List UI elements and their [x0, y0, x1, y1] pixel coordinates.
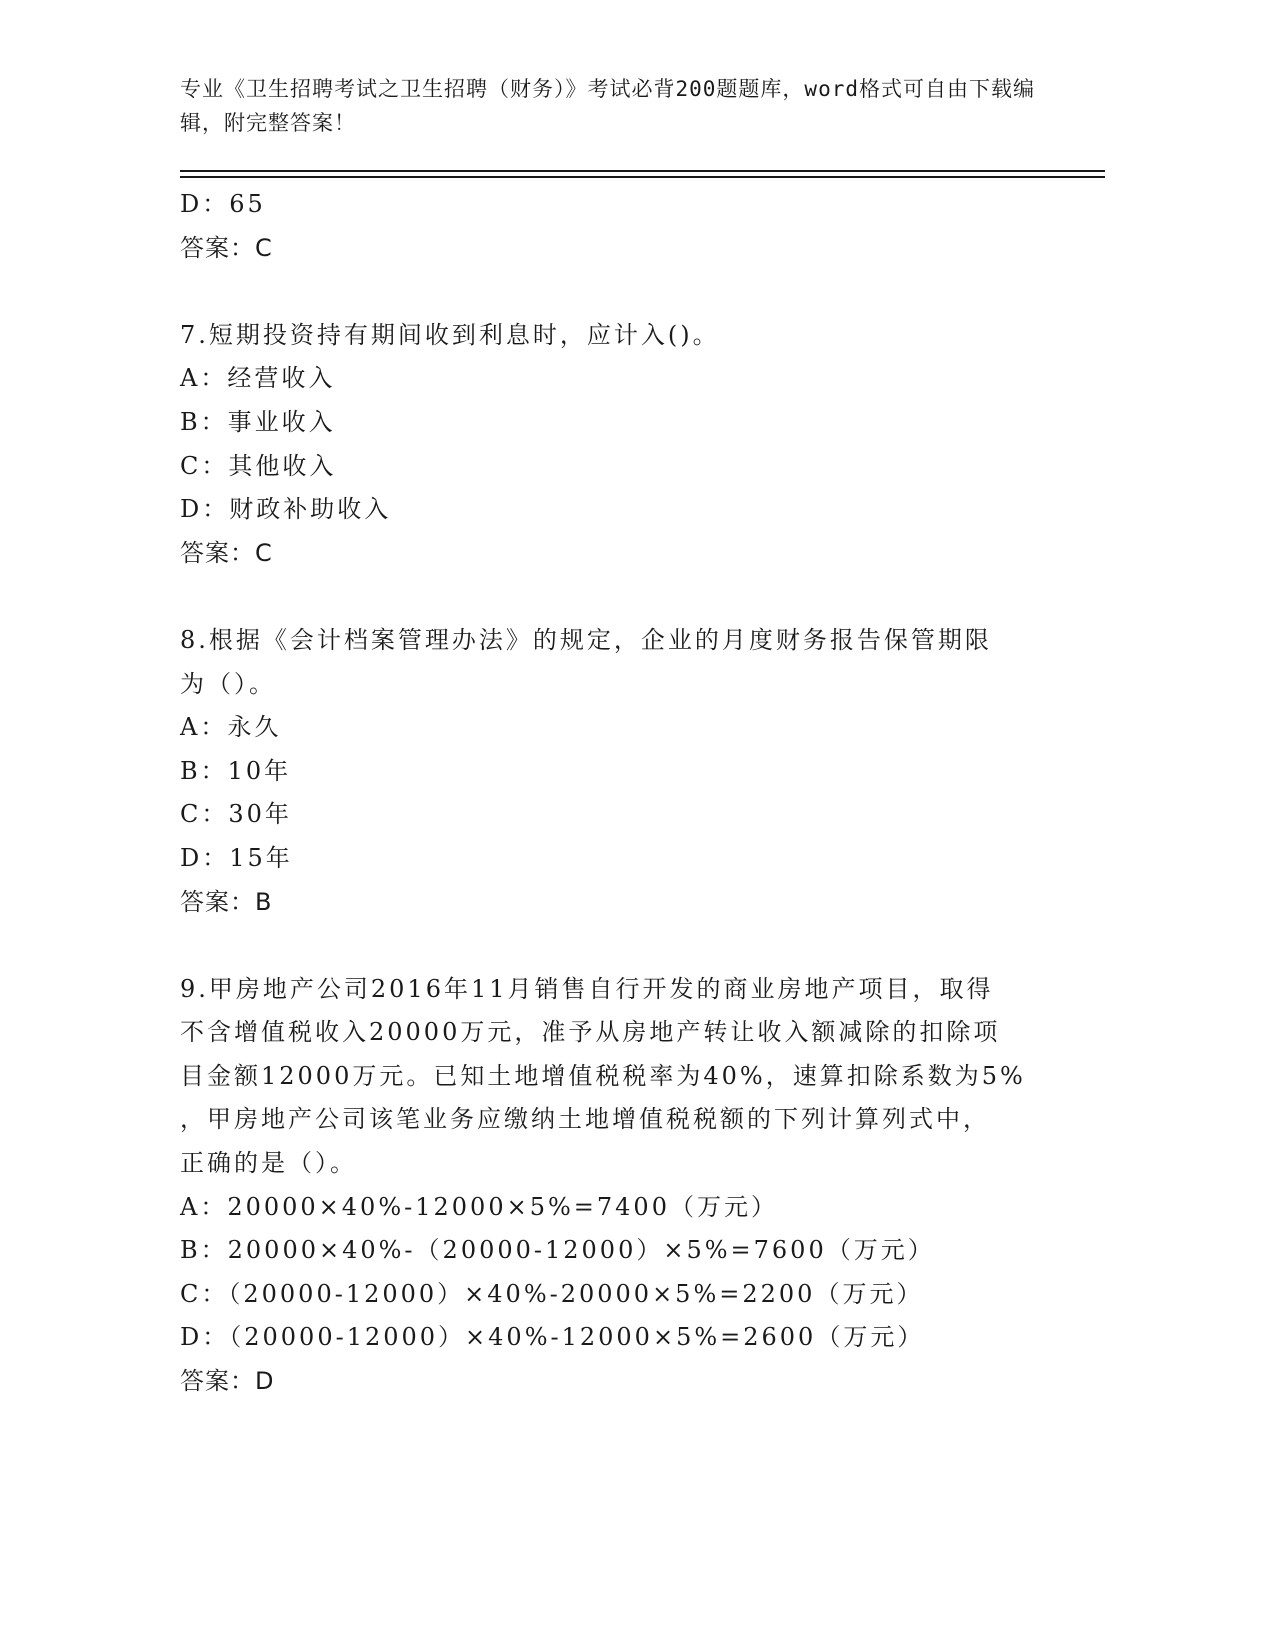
q9-question-line-1: 9.甲房地产公司2016年11月销售自行开发的商业房地产项目，取得 [180, 974, 994, 1003]
prev-answer: 答案：C [180, 233, 273, 262]
q8-answer: 答案：B [180, 887, 273, 916]
q9-question-line-3: 目金额12000万元。已知土地增值税税率为40%，速算扣除系数为5% [180, 1061, 1026, 1090]
q9-option-b: B：20000×40%-（20000-12000）×5%=7600（万元） [180, 1236, 935, 1265]
q9-option-a: A：20000×40%-12000×5%=7400（万元） [180, 1192, 778, 1221]
q7-option-b: B：事业收入 [180, 407, 336, 436]
q7-answer: 答案：C [180, 538, 273, 567]
q8-option-c: C：30年 [180, 800, 292, 829]
q9-option-c: C：（20000-12000）×40%-20000×5%=2200（万元） [180, 1279, 924, 1308]
spacer [180, 575, 1020, 619]
q9-answer: 答案：D [180, 1367, 275, 1396]
spacer [180, 270, 1020, 314]
q8-option-a: A：永久 [180, 713, 282, 742]
q8-option-d: D：15年 [180, 843, 293, 872]
q8-question-line-1: 8.根据《会计档案管理办法》的规定，企业的月度财务报告保管期限 [180, 625, 992, 654]
q9-question-line-5: 正确的是（）。 [180, 1149, 357, 1178]
document-body [180, 183, 1026, 1404]
q7-question: 7.短期投资持有期间收到利息时，应计入()。 [180, 320, 720, 349]
q9-question-line-2: 不含增值税收入20000万元，准予从房地产转让收入额减除的扣除项 [180, 1018, 1001, 1047]
q7-option-a: A：经营收入 [180, 364, 336, 393]
q8-question-line-2: 为（）。 [180, 669, 276, 698]
prev-option-d: D：65 [180, 190, 266, 218]
q9-option-d: D：（20000-12000）×40%-12000×5%=2600（万元） [180, 1323, 925, 1352]
q7-option-c: C：其他收入 [180, 451, 337, 480]
document-header: 专业《卫生招聘考试之卫生招聘（财务）》考试必背200题题库，word格式可自由下载编辑，附完整答案！ [180, 77, 1035, 135]
q8-option-b: B：10年 [180, 756, 292, 785]
header-divider-top [180, 170, 1105, 172]
q9-question-line-4: ，甲房地产公司该笔业务应缴纳土地增值税税额的下列计算列式中， [180, 1105, 990, 1134]
q7-option-d: D：财政补助收入 [180, 495, 392, 524]
spacer [180, 924, 1020, 968]
header-divider-bottom [180, 176, 1105, 178]
